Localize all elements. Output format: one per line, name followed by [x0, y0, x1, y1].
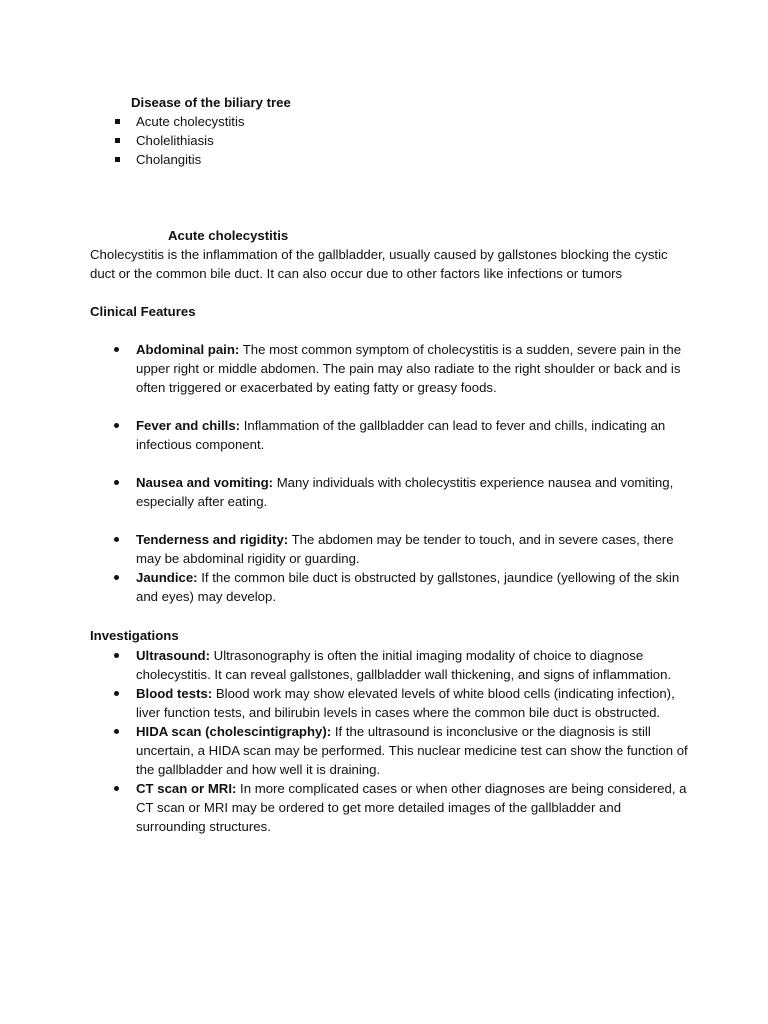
intro-paragraph: Cholecystitis is the inflammation of the gallbladder, usually caused by gallstones blocking the cystic duct or the common bile duct. It can also occur due to other factors like infections or tumors — [90, 247, 668, 281]
list-item: Abdominal pain: The most common symptom of cholecystitis is a sudden, severe pain in the upper right or middle abdomen. The pain may also radiate to the right shoulder or back and is often triggered or exacerbated by eating fatty or greasy foods. — [90, 340, 690, 397]
biliary-disease-list — [113, 112, 244, 169]
section-title: Acute cholecystitis — [168, 228, 289, 243]
list-item: Ultrasound: Ultrasonography is often the initial imaging modality of choice to diagnose cholecystitis. It can reveal gallstones, gallbladder wall thickening, and signs of inflammation. — [90, 646, 690, 684]
square-bullet-icon — [115, 119, 120, 124]
investigations-list — [90, 646, 690, 836]
bullet-icon — [114, 423, 119, 428]
bullet-icon — [114, 575, 119, 580]
clinical-features-heading: Clinical Features — [90, 304, 196, 319]
list-item: Fever and chills: Inflammation of the gallbladder can lead to fever and chills, indicating an infectious component. — [90, 416, 690, 454]
bullet-icon — [114, 537, 119, 542]
list-item: Cholangitis — [113, 150, 244, 169]
bullet-icon — [114, 480, 119, 485]
list-item: Acute cholecystitis — [113, 112, 244, 131]
square-bullet-icon — [115, 138, 120, 143]
list-item: CT scan or MRI: In more complicated cases or when other diagnoses are being considered, a CT scan or MRI may be ordered to get more detailed images of the gallbladder and surrounding structures. — [90, 779, 690, 836]
list-item: Tenderness and rigidity: The abdomen may be tender to touch, and in severe cases, there may be abdominal rigidity or guarding. — [90, 530, 690, 568]
bullet-icon — [114, 786, 119, 791]
list-item: Cholelithiasis — [113, 131, 244, 150]
bullet-icon — [114, 691, 119, 696]
list-item: Blood tests: Blood work may show elevated levels of white blood cells (indicating infection), liver function tests, and bilirubin levels in cases where the common bile duct is obstructed. — [90, 684, 690, 722]
list-item: Nausea and vomiting: Many individuals with cholecystitis experience nausea and vomiting, especially after eating. — [90, 473, 690, 511]
list-item: Jaundice: If the common bile duct is obstructed by gallstones, jaundice (yellowing of the skin and eyes) may develop. — [90, 568, 690, 606]
square-bullet-icon — [115, 157, 120, 162]
bullet-icon — [114, 729, 119, 734]
biliary-tree-heading: Disease of the biliary tree — [131, 95, 291, 110]
bullet-icon — [114, 347, 119, 352]
investigations-heading: Investigations — [90, 628, 179, 643]
bullet-icon — [114, 653, 119, 658]
clinical-features-list — [90, 340, 690, 606]
list-item: HIDA scan (cholescintigraphy): If the ultrasound is inconclusive or the diagnosis is still uncertain, a HIDA scan may be performed. This nuclear medicine test can show the function of the gallbladder and how well it is draining. — [90, 722, 690, 779]
